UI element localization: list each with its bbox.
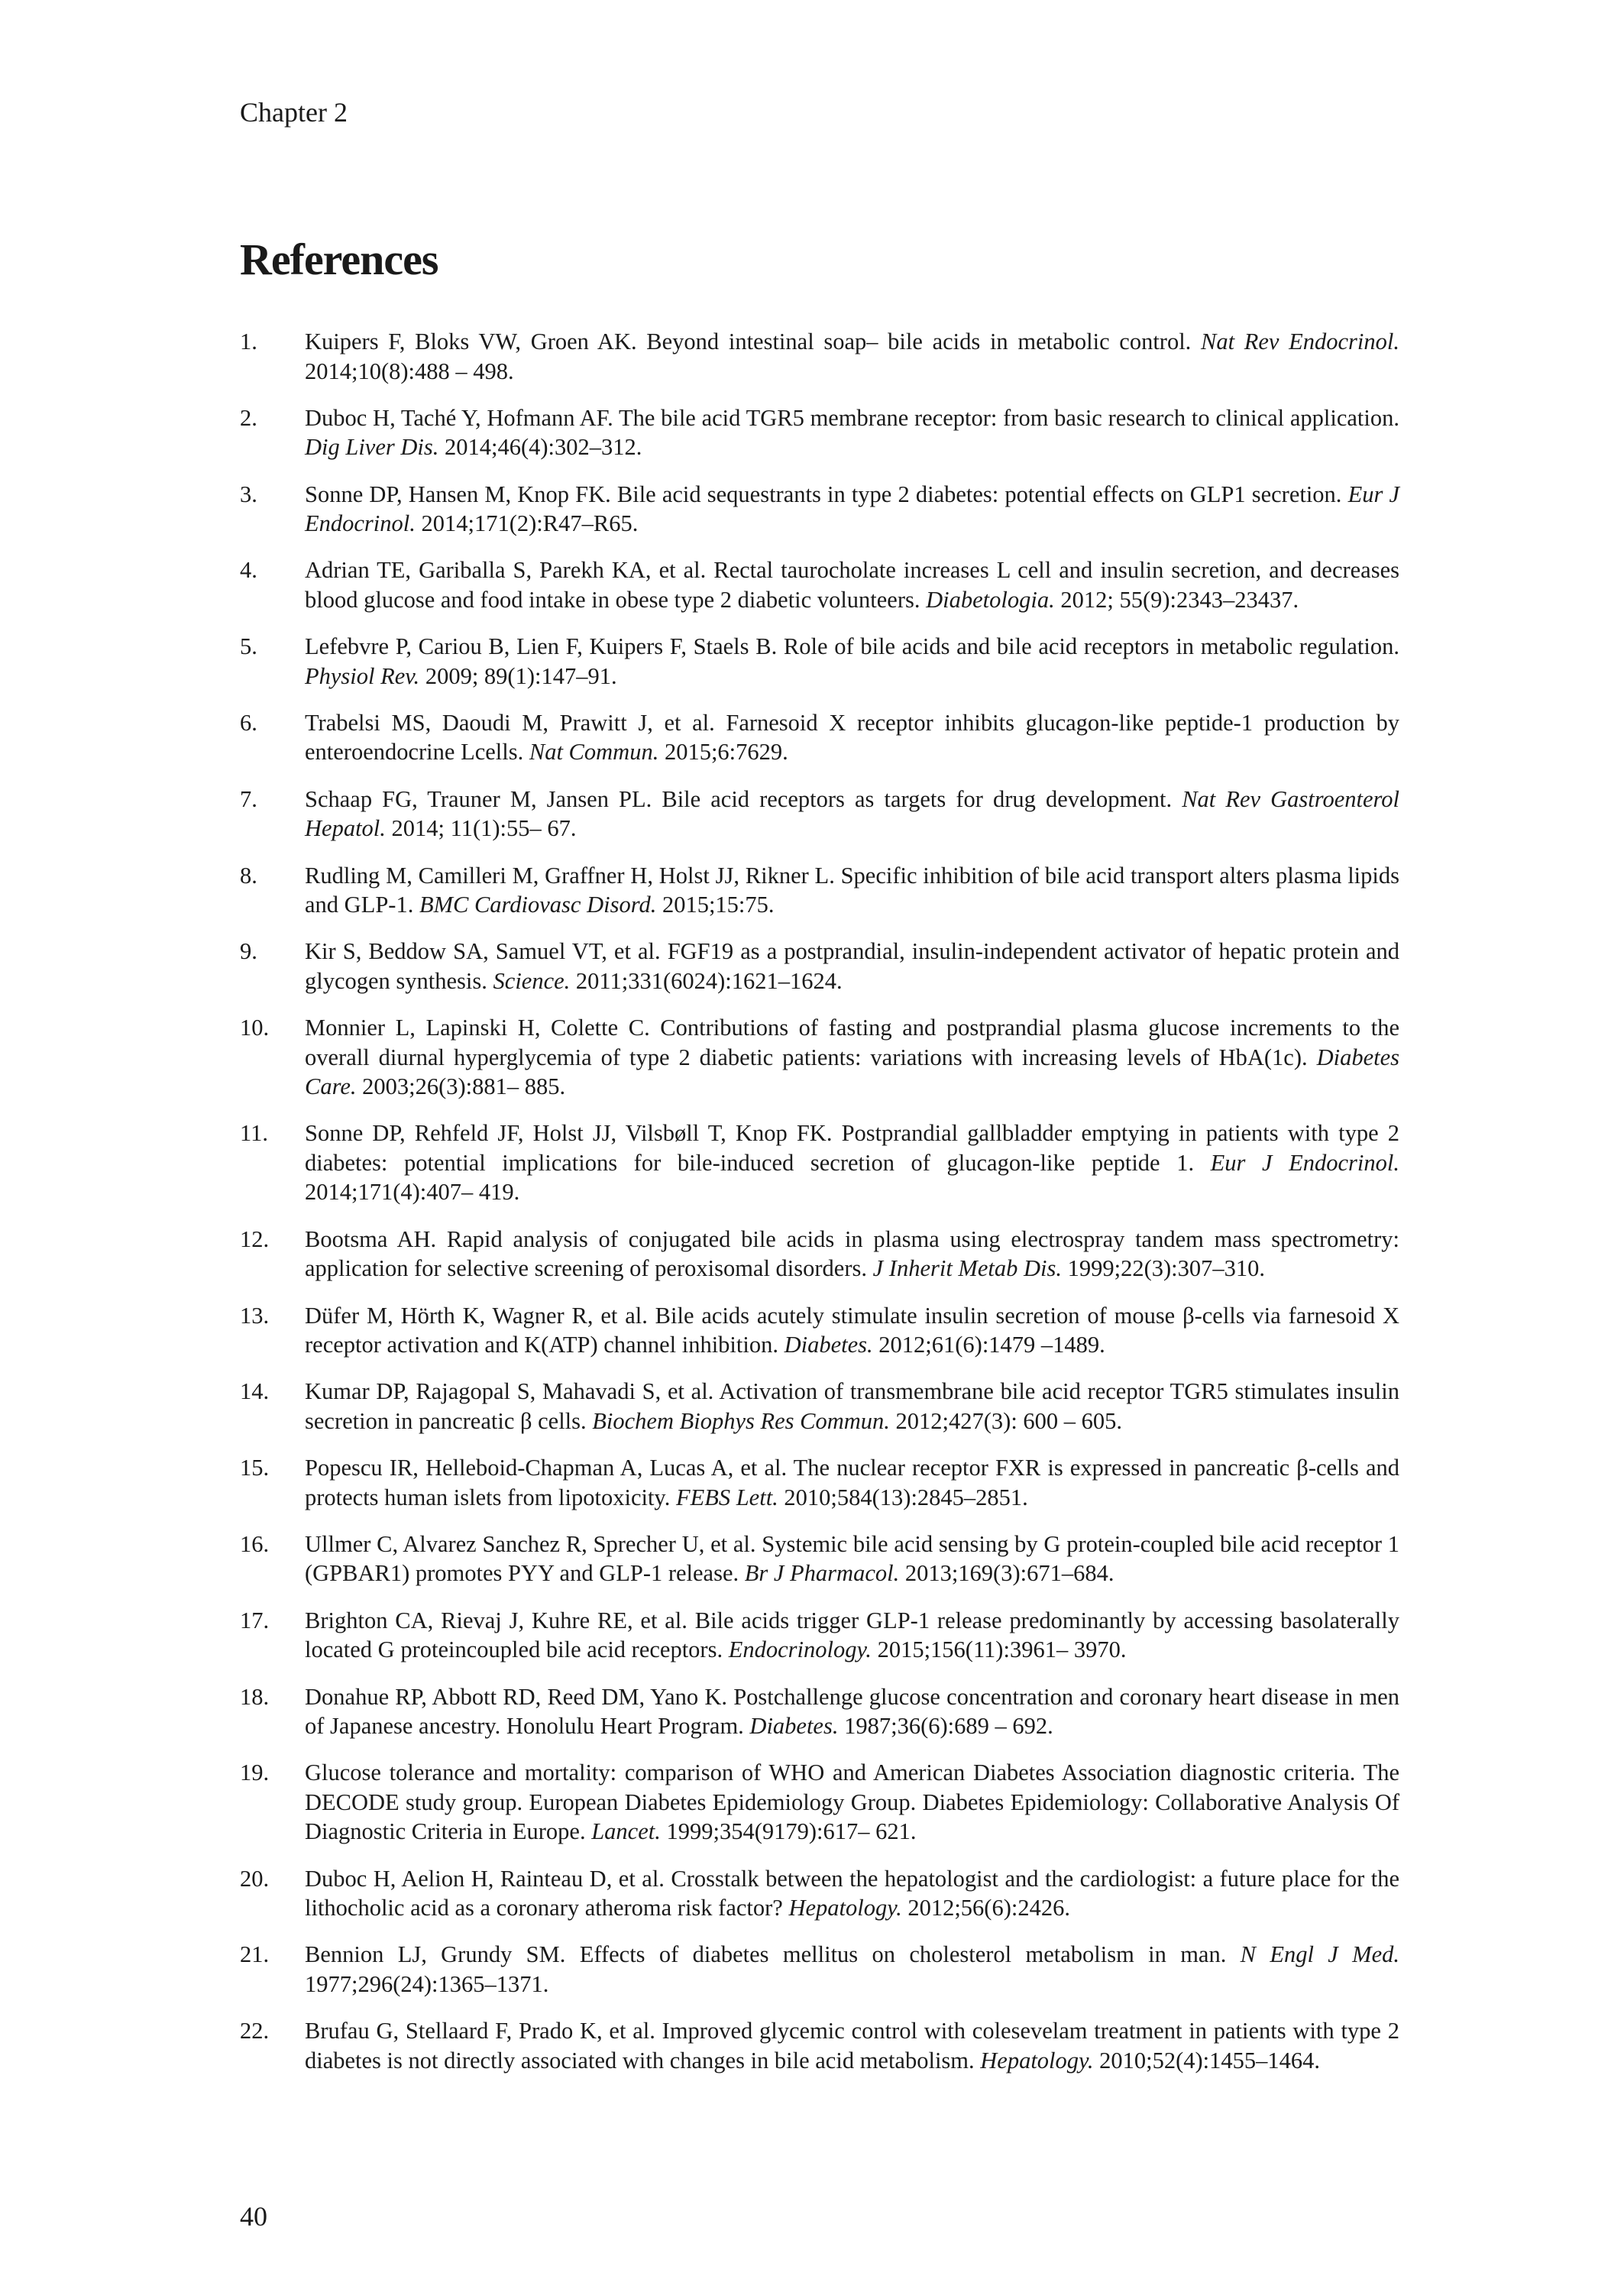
- reference-item: [240, 937, 1399, 995]
- journal-name: Eur J Endocrinol.: [1210, 1149, 1400, 1176]
- reference-text: Sonne DP, Rehfeld JF, Holst JJ, Vilsbøll T, Knop FK. Postprandial gallbladder emptying in patients with type 2 diabetes: potential implications for bile-induced secretion of glucagon-like peptide 1. Eur J Endocrinol. 2014;171(4):407– 419.: [305, 1120, 1400, 1206]
- journal-name: FEBS Lett.: [675, 1484, 778, 1510]
- reference-text: Rudling M, Camilleri M, Graffner H, Holst JJ, Rikner L. Specific inhibition of bile acid transport alters plasma lipids and GLP-1. BMC Cardiovasc Disord. 2015;15:75.: [305, 862, 1399, 918]
- journal-name: Diabetes.: [784, 1332, 873, 1358]
- journal-name: Science.: [493, 967, 571, 994]
- journal-name: Nat Rev Gastroenterol Hepatol.: [305, 785, 1399, 842]
- reference-number: 20.: [240, 1865, 270, 1892]
- journal-name: Br J Pharmacol.: [744, 1560, 900, 1587]
- reference-number: 19.: [240, 1759, 270, 1786]
- reference-number: 4.: [240, 557, 257, 584]
- running-header: Chapter 2: [240, 97, 348, 128]
- reference-text: Popescu IR, Helleboid-Chapman A, Lucas A, et al. The nuclear receptor FXR is expressed in pancreatic β-cells and protects human islets from lipotoxicity. FEBS Lett. 2010;584(13):2845–2851.: [305, 1455, 1399, 1510]
- reference-number: 17.: [240, 1607, 270, 1633]
- journal-name: Hepatology.: [980, 2047, 1094, 2073]
- reference-item: [240, 1225, 1399, 1284]
- reference-number: 2.: [240, 404, 257, 431]
- reference-item: [240, 2016, 1399, 2075]
- reference-number: 18.: [240, 1683, 270, 1710]
- journal-name: Diabetes Care.: [305, 1044, 1399, 1100]
- reference-item: [240, 708, 1399, 767]
- reference-number: 5.: [240, 633, 257, 660]
- reference-number: 9.: [240, 938, 257, 965]
- reference-text: Düfer M, Hörth K, Wagner R, et al. Bile acids acutely stimulate insulin secretion of mouse β-cells via farnesoid X receptor activation and K(ATP) channel inhibition. Diabetes. 2012;61(6):1479 –1489.: [305, 1302, 1399, 1358]
- reference-text: Brufau G, Stellaard F, Prado K, et al. Improved glycemic control with colesevelam treatment in patients with type 2 diabetes is not directly associated with changes in bile acid metabolism. Hepatology. 2010;52(4):1455–1464.: [305, 2018, 1399, 2073]
- reference-item: [240, 632, 1399, 691]
- reference-item: [240, 861, 1399, 920]
- reference-item: [240, 1453, 1399, 1512]
- reference-text: Glucose tolerance and mortality: comparison of WHO and American Diabetes Association diagnostic criteria. The DECODE study group. European Diabetes Epidemiology Group. Diabetes Epidemiology: Collaborative Analysis Of Diagnostic Criteria in Europe. Lancet. 1999;354(9179):617– 621.: [305, 1759, 1399, 1845]
- reference-number: 16.: [240, 1530, 270, 1557]
- reference-text: Sonne DP, Hansen M, Knop FK. Bile acid sequestrants in type 2 diabetes: potential effects on GLP1 secretion. Eur J Endocrinol. 2014;171(2):R47–R65.: [305, 481, 1399, 537]
- reference-number: 1.: [240, 329, 257, 354]
- reference-item: [240, 1864, 1399, 1923]
- reference-text: Ullmer C, Alvarez Sanchez R, Sprecher U, et al. Systemic bile acid sensing by G protein-coupled bile acid receptor 1 (GPBAR1) promotes PYY and GLP-1 release. Br J Pharmacol. 2013;169(3):671–684.: [305, 1530, 1399, 1587]
- reference-item: [240, 480, 1399, 539]
- reference-text: Bootsma AH. Rapid analysis of conjugated bile acids in plasma using electrospray tandem mass spectrometry: application for selective screening of peroxisomal disorders. J Inherit Metab Dis. 1999;22(3):307–310.: [305, 1225, 1399, 1282]
- reference-item: [240, 555, 1399, 614]
- reference-text: Donahue RP, Abbott RD, Reed DM, Yano K. Postchallenge glucose concentration and coronary heart disease in men of Japanese ancestry. Honolulu Heart Program. Diabetes. 1987;36(6):689 – 692.: [305, 1683, 1399, 1740]
- reference-number: 8.: [240, 862, 257, 889]
- reference-text: Trabelsi MS, Daoudi M, Prawitt J, et al. Farnesoid X receptor inhibits glucagon-like peptide-1 production by enteroendocrine Lcells. Nat Commun. 2015;6:7629.: [305, 709, 1399, 766]
- reference-number: 6.: [240, 709, 257, 736]
- reference-number: 21.: [240, 1941, 270, 1968]
- journal-name: Hepatology.: [788, 1895, 902, 1921]
- journal-name: Eur J Endocrinol.: [305, 481, 1399, 537]
- reference-item: [240, 1606, 1399, 1665]
- reference-item: [240, 1530, 1399, 1588]
- reference-item: [240, 1013, 1399, 1102]
- journal-name: Nat Commun.: [529, 739, 659, 766]
- journal-name: Lancet.: [591, 1818, 661, 1845]
- reference-item: [240, 327, 1399, 386]
- reference-item: [240, 403, 1399, 462]
- journal-name: Physiol Rev.: [305, 662, 420, 689]
- reference-text: Bennion LJ, Grundy SM. Effects of diabetes mellitus on cholesterol metabolism in man. N Engl J Med. 1977;296(24):1365–1371.: [305, 1941, 1399, 1997]
- reference-text: Schaap FG, Trauner M, Jansen PL. Bile acid receptors as targets for drug development. Nat Rev Gastroenterol Hepatol. 2014; 11(1):55– 67.: [305, 785, 1399, 842]
- reference-text: Lefebvre P, Cariou B, Lien F, Kuipers F, Staels B. Role of bile acids and bile acid receptors in metabolic regulation. Physiol Rev. 2009; 89(1):147–91.: [305, 633, 1399, 689]
- reference-number: 14.: [240, 1378, 270, 1405]
- reference-item: [240, 1118, 1399, 1207]
- reference-number: 15.: [240, 1455, 270, 1481]
- reference-text: Brighton CA, Rievaj J, Kuhre RE, et al. Bile acids trigger GLP-1 release predominantly by accessing basolaterally located G proteincoupled bile acid receptors. Endocrinology. 2015;156(11):3961– 3970.: [305, 1607, 1399, 1663]
- reference-number: 3.: [240, 481, 257, 507]
- reference-number: 22.: [240, 2018, 270, 2044]
- journal-name: J Inherit Metab Dis.: [872, 1255, 1062, 1282]
- section-title: References: [240, 235, 438, 284]
- reference-item: [240, 1682, 1399, 1741]
- journal-name: Biochem Biophys Res Commun.: [592, 1407, 890, 1434]
- reference-text: Monnier L, Lapinski H, Colette C. Contributions of fasting and postprandial plasma glucose increments to the overall diurnal hyperglycemia of type 2 diabetic patients: variations with increasing levels of HbA(1c). Diabetes Care. 2003;26(3):881– 885.: [305, 1015, 1399, 1100]
- reference-number: 7.: [240, 785, 257, 812]
- reference-text: Duboc H, Aelion H, Rainteau D, et al. Crosstalk between the hepatologist and the cardiologist: a future place for the lithocholic acid as a coronary atheroma risk factor? Hepatology. 2012;56(6):2426.: [305, 1865, 1399, 1921]
- reference-item: [240, 785, 1399, 843]
- reference-item: [240, 1940, 1399, 1999]
- reference-item: [240, 1758, 1399, 1847]
- reference-number: 11.: [240, 1120, 268, 1147]
- journal-name: Dig Liver Dis.: [305, 434, 439, 461]
- reference-text: Adrian TE, Gariballa S, Parekh KA, et al. Rectal taurocholate increases L cell and insulin secretion, and decreases blood glucose and food intake in obese type 2 diabetic volunteers. Diabetologia. 2012; 55(9):2343–23437.: [305, 557, 1399, 613]
- journal-name: N Engl J Med.: [1240, 1941, 1399, 1968]
- reference-text: Duboc H, Taché Y, Hofmann AF. The bile acid TGR5 membrane receptor: from basic research to clinical application. Dig Liver Dis. 2014;46(4):302–312.: [305, 404, 1399, 461]
- reference-item: [240, 1377, 1399, 1436]
- reference-list: [240, 327, 1399, 2093]
- journal-name: Diabetes.: [749, 1713, 839, 1740]
- reference-number: 13.: [240, 1302, 270, 1329]
- journal-name: Diabetologia.: [926, 586, 1055, 613]
- reference-text: Kir S, Beddow SA, Samuel VT, et al. FGF19 as a postprandial, insulin-independent activator of hepatic protein and glycogen synthesis. Science. 2011;331(6024):1621–1624.: [305, 938, 1399, 994]
- page-number: 40: [240, 2201, 267, 2232]
- journal-name: Endocrinology.: [728, 1636, 872, 1663]
- journal-name: BMC Cardiovasc Disord.: [419, 892, 657, 918]
- journal-name: Nat Rev Endocrinol.: [1201, 329, 1399, 354]
- reference-text: Kumar DP, Rajagopal S, Mahavadi S, et al. Activation of transmembrane bile acid receptor TGR5 stimulates insulin secretion in pancreatic β cells. Biochem Biophys Res Commun. 2012;427(3): 600 – 605.: [305, 1378, 1399, 1434]
- reference-number: 12.: [240, 1225, 270, 1252]
- reference-item: [240, 1301, 1399, 1360]
- reference-text: Kuipers F, Bloks VW, Groen AK. Beyond intestinal soap– bile acids in metabolic control. Nat Rev Endocrinol. 2014;10(8):488 – 498.: [305, 329, 1399, 384]
- reference-number: 10.: [240, 1015, 270, 1041]
